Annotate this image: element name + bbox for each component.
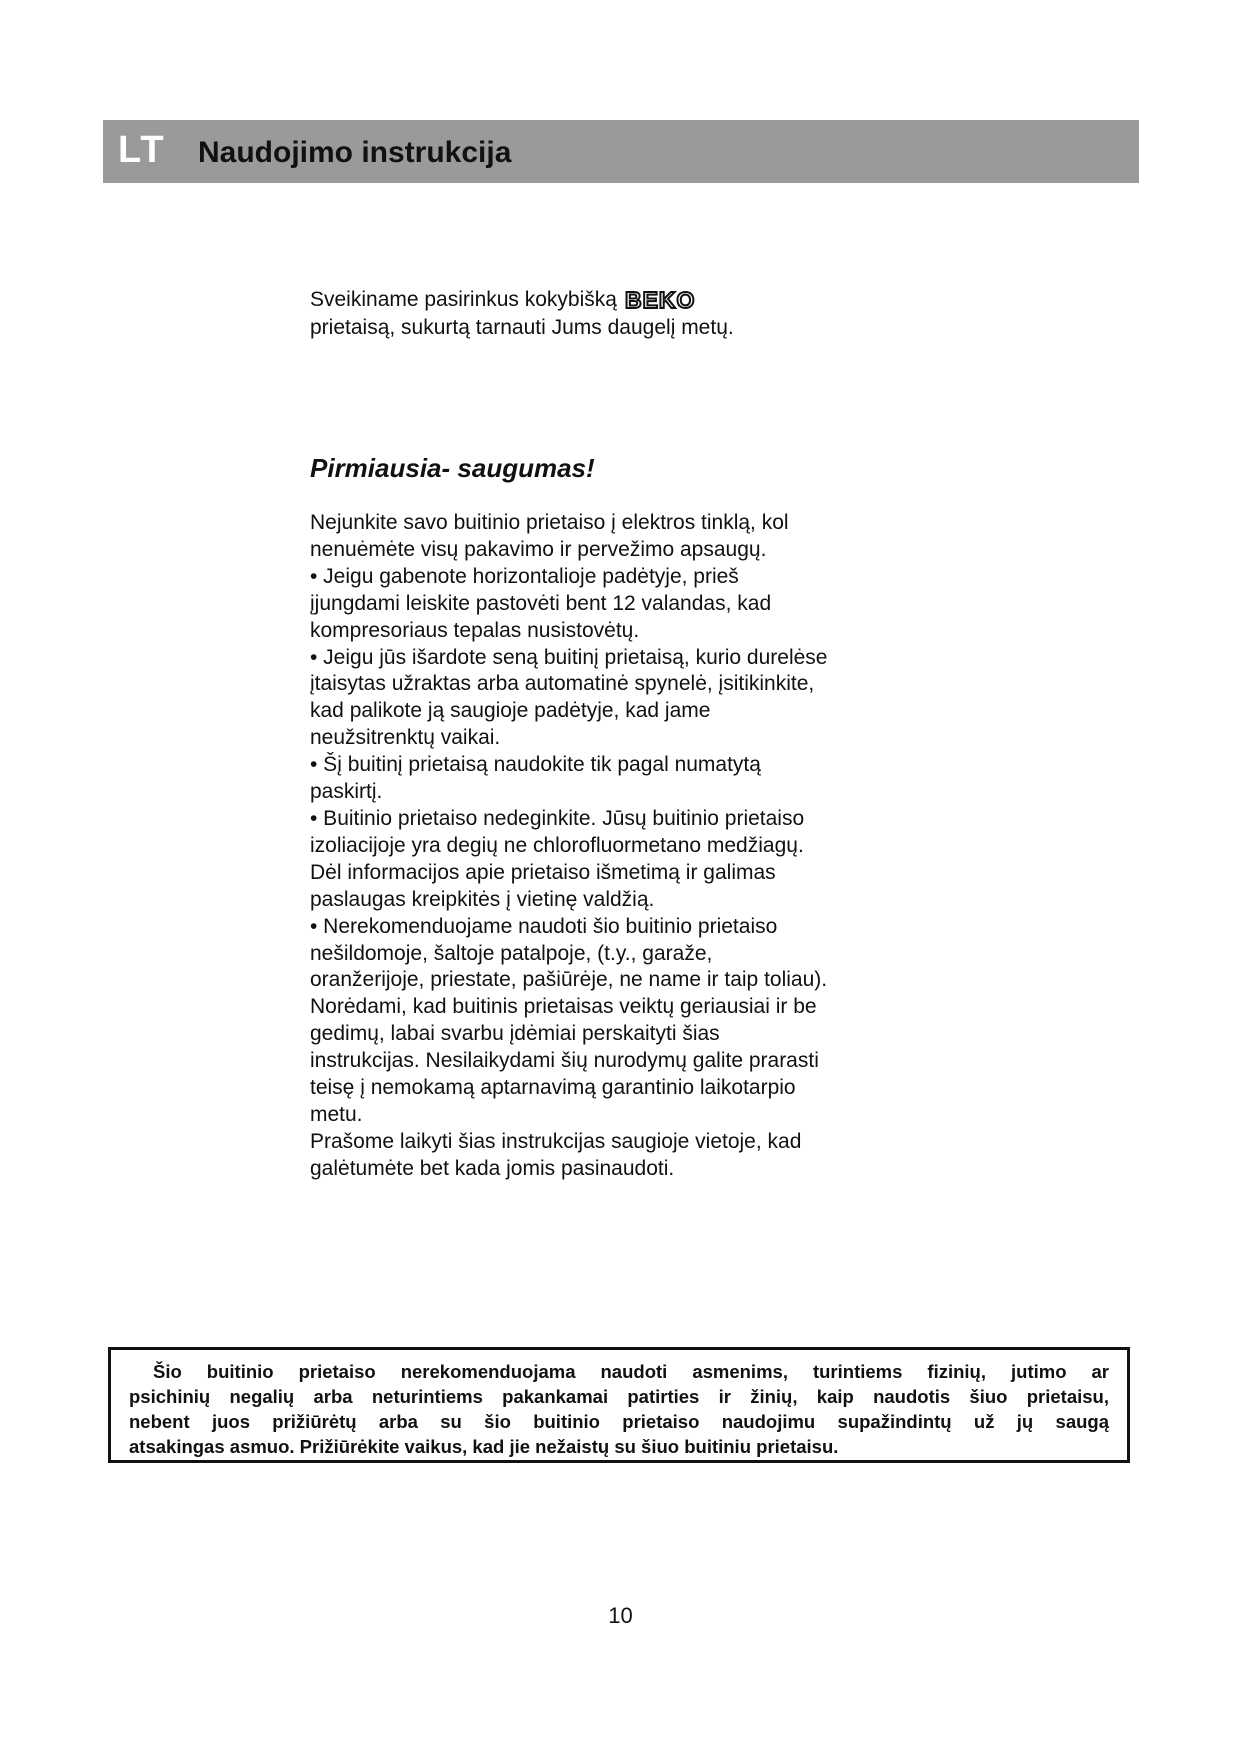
safety-line: paslaugas kreipkitės į vietinę valdžią. bbox=[310, 887, 655, 911]
safety-line: nešildomoje, šaltoje patalpoje, (t.y., garaže, bbox=[310, 941, 713, 965]
safety-line: Prašome laikyti šias instrukcijas saugioje vietoje, kad bbox=[310, 1129, 802, 1153]
warning-line: atsakingas asmuo. Prižiūrėkite vaikus, kad jie nežaistų su šiuo buitiniu prietaisu. bbox=[129, 1436, 839, 1457]
safety-line: gedimų, labai svarbu įdėmiai perskaityti šias bbox=[310, 1022, 720, 1046]
safety-heading: Pirmiausia- saugumas! bbox=[310, 453, 595, 483]
safety-line: nenuėmėte visų pakavimo ir pervežimo apsaugų. bbox=[310, 537, 767, 561]
intro-line-2: prietaisą, sukurtą tarnauti Jums daugelį metų. bbox=[310, 316, 734, 339]
intro-paragraph bbox=[310, 286, 830, 342]
language-code: LT bbox=[118, 129, 166, 171]
safety-line: • Buitinio prietaiso nedeginkite. Jūsų buitinio prietaiso bbox=[310, 806, 805, 830]
warning-line: Šio buitinio prietaiso nerekomenduojama naudoti asmenims, turintiems fizinių, jutimo ar bbox=[153, 1361, 1109, 1382]
safety-line: įjungdami leiskite pastovėti bent 12 valandas, kad bbox=[310, 591, 772, 615]
warning-line: psichinių negalių arba neturintiems pakankamai patirties ir žinių, kaip naudotis šiuo prietaisu, bbox=[129, 1386, 1109, 1407]
safety-line: Dėl informacijos apie prietaiso išmetimą ir galimas bbox=[310, 860, 776, 884]
safety-line: instrukcijas. Nesilaikydami šių nurodymų galite prarasti bbox=[310, 1049, 819, 1073]
safety-line: • Nerekomenduojame naudoti šio buitinio prietaiso bbox=[310, 914, 778, 938]
safety-line: • Jeigu jūs išardote seną buitinį prietaisą, kurio durelėse bbox=[310, 645, 828, 669]
safety-line: izoliacijoje yra degių ne chlorofluormetano medžiagų. bbox=[310, 833, 804, 857]
safety-line: metu. bbox=[310, 1102, 363, 1126]
intro-line-1 bbox=[310, 286, 830, 314]
safety-line: neužsitrenktų vaikai. bbox=[310, 726, 501, 750]
safety-line: kompresoriaus tepalas nusistovėtų. bbox=[310, 618, 640, 642]
safety-line: galėtumėte bet kada jomis pasinaudoti. bbox=[310, 1156, 675, 1180]
safety-line: oranžerijoje, priestate, pašiūrėje, ne name ir taip toliau). bbox=[310, 968, 828, 992]
safety-line: įtaisytas užraktas arba automatinė spynelė, įsitikinkite, bbox=[310, 672, 815, 696]
safety-line: • Šį buitinį prietaisą naudokite tik pagal numatytą bbox=[310, 753, 761, 777]
safety-line: teisę į nemokamą aptarnavimą garantinio laikotarpio bbox=[310, 1076, 796, 1100]
warning-box bbox=[108, 1347, 1130, 1463]
safety-text bbox=[310, 510, 910, 1183]
page-number: 10 bbox=[608, 1603, 633, 1628]
safety-line: paskirtį. bbox=[310, 780, 383, 804]
brand-logo: BEKO bbox=[624, 287, 696, 313]
warning-line: nebent juos prižiūrėtų arba su šio buitinio prietaiso naudojimu supažindintų už jų saugą bbox=[129, 1411, 1109, 1432]
safety-line: Norėdami, kad buitinis prietaisas veiktų geriausiai ir be bbox=[310, 995, 817, 1019]
intro-text: Sveikiname pasirinkus kokybišką bbox=[310, 288, 617, 311]
safety-line: kad palikote ją saugioje padėtyje, kad jame bbox=[310, 699, 711, 723]
safety-line: • Jeigu gabenote horizontalioje padėtyje, prieš bbox=[310, 564, 739, 588]
page-title: Naudojimo instrukcija bbox=[198, 136, 512, 169]
safety-line: Nejunkite savo buitinio prietaiso į elektros tinklą, kol bbox=[310, 511, 789, 534]
